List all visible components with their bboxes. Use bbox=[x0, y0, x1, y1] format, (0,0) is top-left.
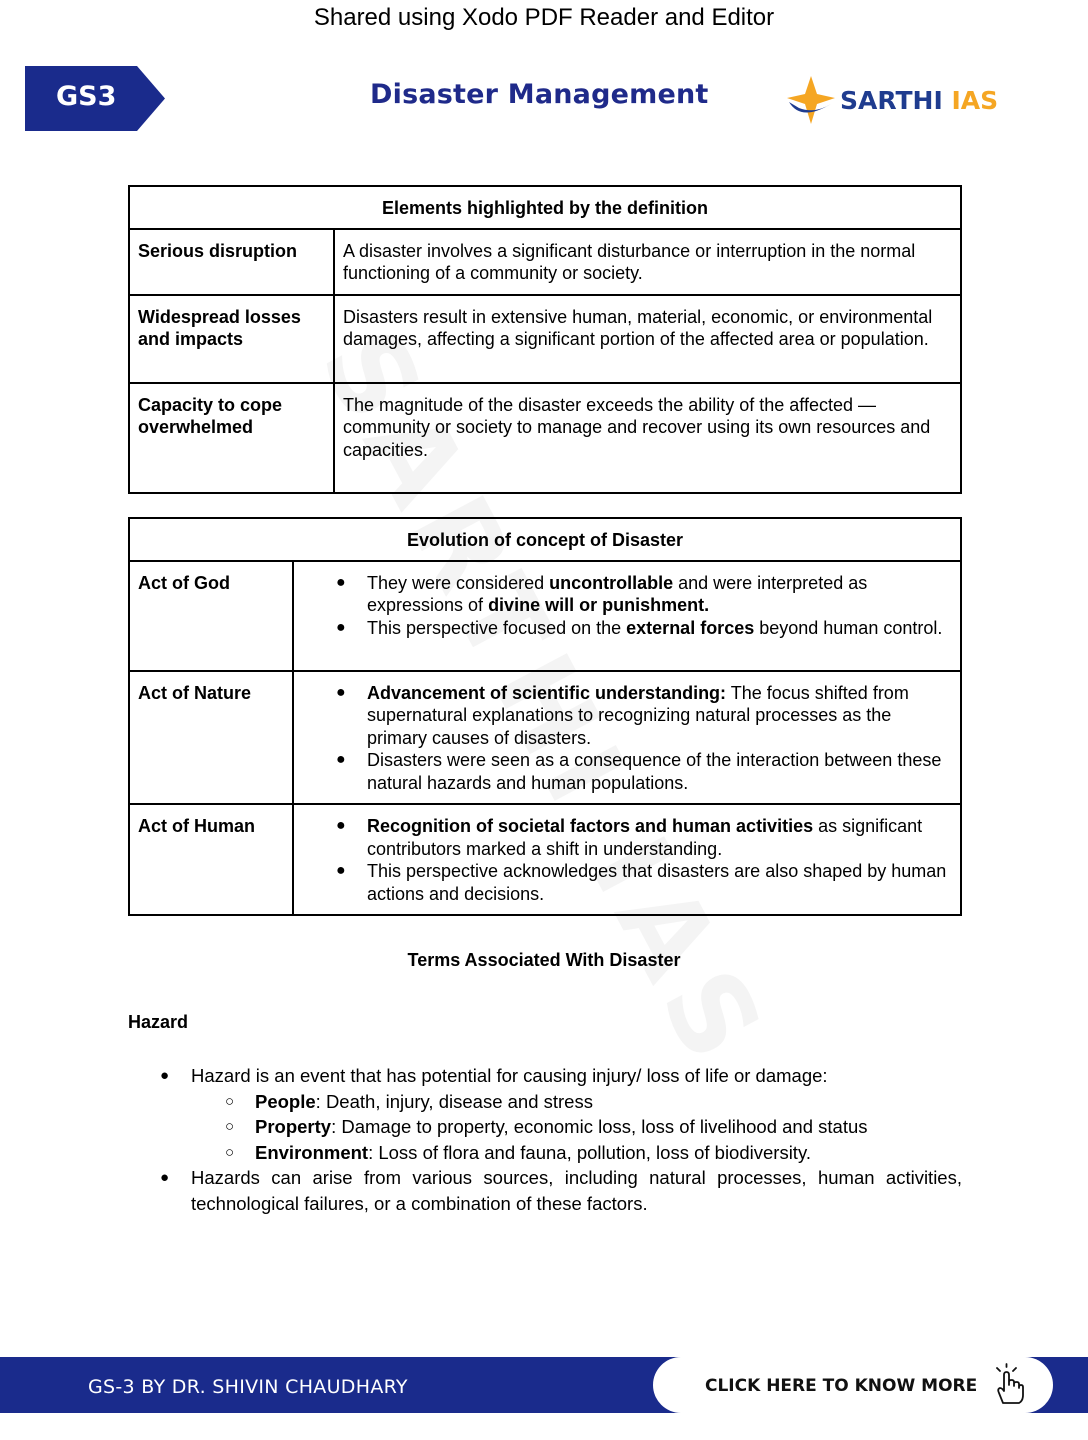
row-term: Serious disruption bbox=[129, 229, 334, 295]
table-row bbox=[129, 671, 961, 805]
table-row bbox=[129, 229, 961, 295]
row-term: Capacity to cope overwhelmed bbox=[129, 383, 334, 493]
table-row bbox=[129, 804, 961, 915]
star-logo-icon bbox=[785, 74, 837, 126]
document-title: Disaster Management bbox=[370, 79, 709, 110]
list-item: ● This perspective acknowledges that disasters are also shaped by human actions and decisions. bbox=[304, 860, 948, 905]
list-item: ● Hazard is an event that has potential for causing injury/ loss of life or damage: ○ People: Death, injury, disease and stress ○ Property: Damage to property, economic loss, loss of livelihood and status ○ Environment: Loss of flora and fauna, pollution, loss of biodiversity. bbox=[128, 1063, 962, 1165]
definition-elements-table bbox=[128, 185, 962, 494]
list-item: ● Hazards can arise from various sources, including natural processes, human activities, technological failures, or a combination of these factors. bbox=[128, 1165, 962, 1216]
table-heading: Evolution of concept of Disaster bbox=[129, 518, 961, 561]
list-item: ○ People: Death, injury, disease and stress bbox=[191, 1089, 962, 1115]
list-item: ● This perspective focused on the external forces beyond human control. bbox=[304, 617, 948, 640]
table-row bbox=[129, 561, 961, 671]
hazard-sublist bbox=[191, 1089, 962, 1166]
footer-bar bbox=[0, 1357, 1088, 1413]
pointing-hand-icon bbox=[989, 1363, 1029, 1407]
row-bullets bbox=[293, 671, 961, 805]
table-row bbox=[129, 295, 961, 383]
gs-badge bbox=[25, 66, 165, 131]
sarthi-ias-logo bbox=[785, 74, 1025, 126]
list-item: ○ Property: Damage to property, economic loss, loss of livelihood and status bbox=[191, 1114, 962, 1140]
terms-heading: Terms Associated With Disaster bbox=[407, 950, 681, 970]
shared-banner: Shared using Xodo PDF Reader and Editor bbox=[313, 4, 775, 31]
row-term: Widespread losses and impacts bbox=[129, 295, 334, 383]
logo-text-ias: IAS bbox=[951, 86, 999, 115]
logo-text bbox=[840, 86, 998, 115]
list-item: ● They were considered uncontrollable and were interpreted as expressions of divine will or punishment. bbox=[304, 572, 948, 617]
hazard-list bbox=[128, 1063, 962, 1216]
row-bullets bbox=[293, 804, 961, 915]
footer-author-text: GS-3 BY DR. SHIVIN CHAUDHARY bbox=[88, 1376, 408, 1398]
know-more-label: CLICK HERE TO KNOW MORE bbox=[705, 1376, 978, 1396]
table-row bbox=[129, 383, 961, 493]
list-item: ● Disasters were seen as a consequence of the interaction between these natural hazards and human populations. bbox=[304, 749, 948, 794]
list-item: ○ Environment: Loss of flora and fauna, pollution, loss of biodiversity. bbox=[191, 1140, 962, 1166]
list-item: ● Recognition of societal factors and human activities as significant contributors marked a shift in understanding. bbox=[304, 815, 948, 860]
disaster-evolution-table bbox=[128, 517, 962, 916]
row-description: The magnitude of the disaster exceeds the ability of the affected — community or society to manage and recover using its own resources and capacities. bbox=[334, 383, 961, 493]
row-term: Act of Nature bbox=[129, 671, 293, 805]
badge-label: GS3 bbox=[56, 81, 117, 112]
logo-text-sarthi: SARTHI bbox=[840, 86, 943, 115]
know-more-button[interactable] bbox=[653, 1357, 1053, 1413]
row-bullets bbox=[293, 561, 961, 671]
hazard-heading: Hazard bbox=[128, 1012, 189, 1032]
table-heading: Elements highlighted by the definition bbox=[129, 186, 961, 229]
row-description: Disasters result in extensive human, material, economic, or environmental damages, affecting a significant portion of the affected area or population. bbox=[334, 295, 961, 383]
row-term: Act of God bbox=[129, 561, 293, 671]
list-item: ● Advancement of scientific understanding: The focus shifted from supernatural explanations to recognizing natural processes as the primary causes of disasters. bbox=[304, 682, 948, 750]
row-description: A disaster involves a significant disturbance or interruption in the normal functioning of a community or society. bbox=[334, 229, 961, 295]
row-term: Act of Human bbox=[129, 804, 293, 915]
